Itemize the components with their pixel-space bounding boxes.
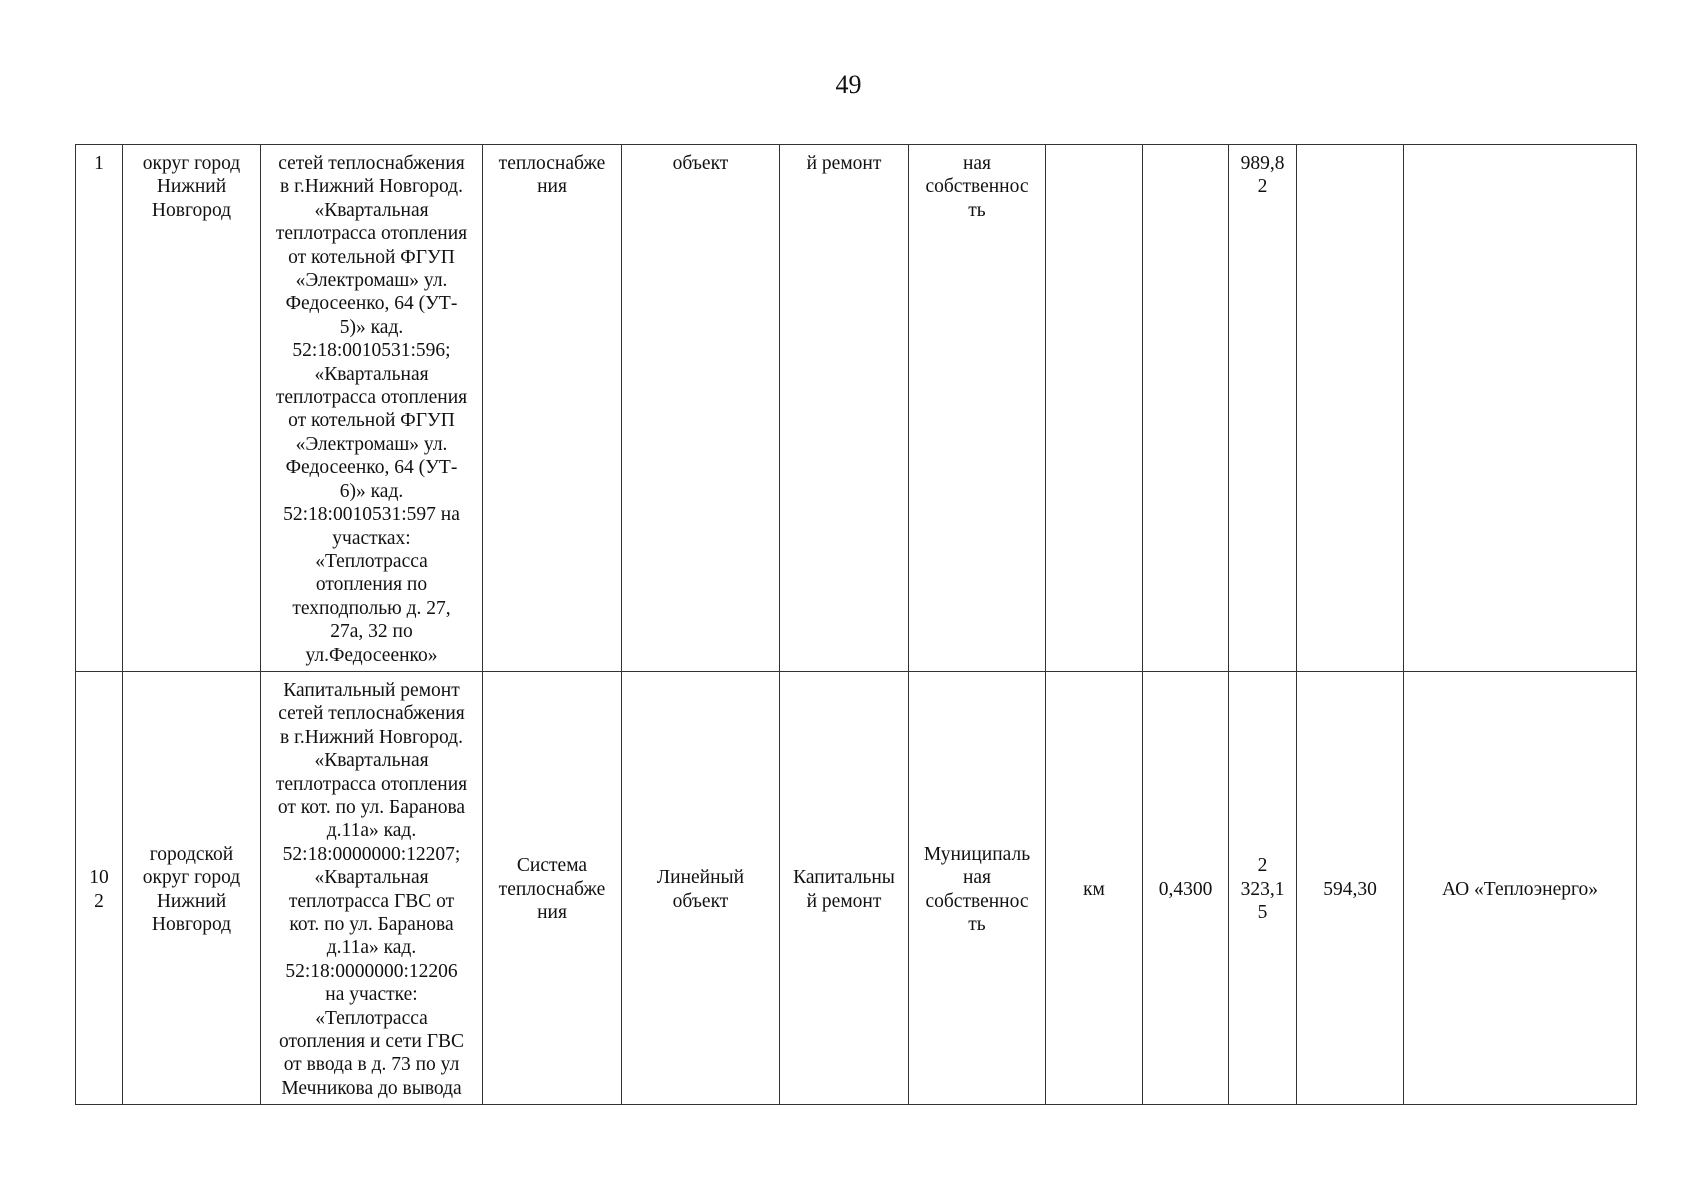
unit-cell: км xyxy=(1046,671,1143,1104)
system-cell: теплоснабже ния xyxy=(483,145,622,672)
value1-cell: 989,8 2 xyxy=(1229,145,1297,672)
value2-cell xyxy=(1297,145,1404,672)
length-cell: 0,4300 xyxy=(1143,671,1229,1104)
table-row xyxy=(76,671,1637,1104)
ownership-cell: ная собственнос ть xyxy=(909,145,1046,672)
page-number: 49 xyxy=(835,70,862,99)
table-row xyxy=(76,145,1637,672)
object-type-cell: Линейный объект xyxy=(622,671,780,1104)
unit-cell xyxy=(1046,145,1143,672)
object-type-cell: объект xyxy=(622,145,780,672)
work-type-cell: Капитальны й ремонт xyxy=(780,671,909,1104)
description-cell: сетей теплоснабжения в г.Нижний Новгород. «Квартальная теплотрасса отопления от котельной ФГУП «Электромаш» ул. Федосеенко, 64 (УТ- 5)» кад. 52:18:0010531:596; «Квартальная теплотрасса отопления от котельной ФГУП «Электромаш» ул. Федосеенко, 64 (УТ- 6)» кад. 52:18:0010531:597 на участках: «Теплотрасса отопления по техподполью д. 27, 27а, 32 по ул.Федосеенко» xyxy=(261,145,483,672)
value2-cell: 594,30 xyxy=(1297,671,1404,1104)
ownership-cell: Муниципаль ная собственнос ть xyxy=(909,671,1046,1104)
municipality-cell: городской округ город Нижний Новгород xyxy=(123,671,261,1104)
row-number-cell: 10 2 xyxy=(76,671,123,1104)
operator-cell: АО «Теплоэнерго» xyxy=(1404,671,1637,1104)
investment-table xyxy=(75,144,1637,1105)
municipality-cell: округ город Нижний Новгород xyxy=(123,145,261,672)
work-type-cell: й ремонт xyxy=(780,145,909,672)
description-cell: Капитальный ремонт сетей теплоснабжения в г.Нижний Новгород. «Квартальная теплотрасса отопления от кот. по ул. Баранова д.11а» кад. 52:18:0000000:12207; «Квартальная теплотрасса ГВС от кот. по ул. Баранова д.11а» кад. 52:18:0000000:12206 на участке: «Теплотрасса отопления и сети ГВС от ввода в д. 73 по ул Мечникова до вывода xyxy=(261,671,483,1104)
value1-cell: 2 323,1 5 xyxy=(1229,671,1297,1104)
length-cell xyxy=(1143,145,1229,672)
operator-cell xyxy=(1404,145,1637,672)
row-number-cell: 1 xyxy=(76,145,123,672)
system-cell: Система теплоснабже ния xyxy=(483,671,622,1104)
